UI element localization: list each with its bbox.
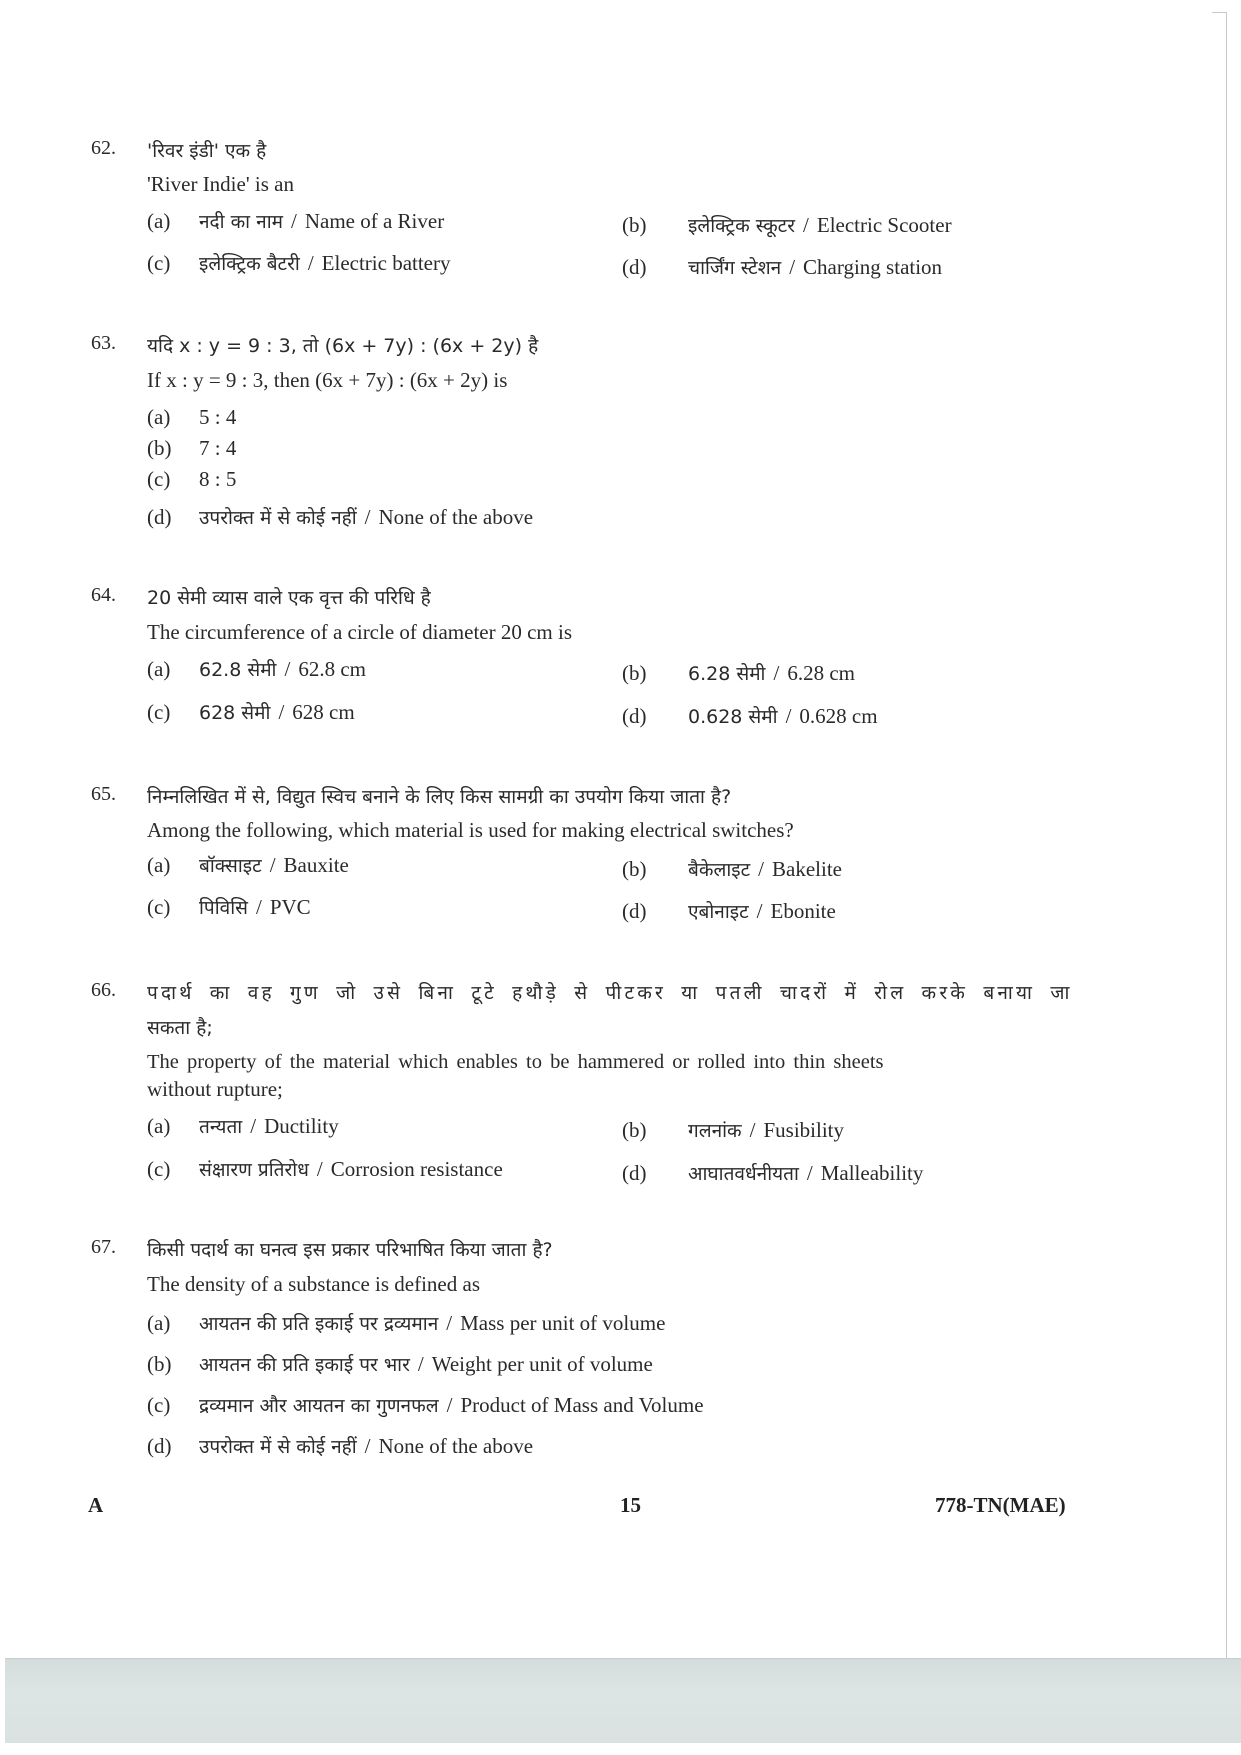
option-a[interactable] [147,656,366,682]
option-label: (c) [147,1157,171,1181]
option-text-hindi: 0.628 सेमी [688,706,778,728]
question-text-english: Among the following, which material is used for making electrical switches? [147,818,794,842]
option-label: (b) [622,857,647,881]
question-text-hindi-line1: पदार्थ का वह गुण जो उसे बिना टूटे हथौड़े से पीटकर या पतली चादरों में रोल करके बनाया जा [147,982,1073,1004]
option-text-hindi: गलनांक [688,1120,742,1142]
question-text-hindi: निम्नलिखित में से, विद्युत स्विच बनाने के लिए किस सामग्री का उपयोग किया जाता है? [147,786,732,808]
option-label: (d) [147,505,172,529]
option-a[interactable] [147,852,349,878]
option-label: (c) [147,1393,171,1417]
option-c[interactable] [147,1156,503,1182]
option-text-english: Name of a River [304,209,445,233]
separator: / [316,1157,323,1181]
option-d[interactable] [147,1433,533,1459]
option-text-hindi: उपरोक्त में से कोई नहीं [199,507,357,529]
page-number: 15 [620,1493,641,1517]
option-label: (d) [622,255,647,279]
separator: / [250,1114,257,1138]
option-d[interactable] [622,254,942,280]
option-label: (a) [147,209,171,233]
separator: / [803,213,809,237]
option-text-english: 62.8 cm [298,657,366,681]
option-text-english: Bakelite [772,857,842,881]
question-number: 63. [91,332,116,354]
option-label: (a) [147,405,171,429]
separator: / [269,853,276,877]
option-c[interactable] [147,699,355,725]
option-label: (d) [622,704,647,728]
option-label: (c) [147,895,171,919]
question-number: 64. [91,584,116,606]
option-label: (b) [622,661,647,685]
separator: / [290,209,297,233]
option-text-hindi: बॉक्साइट [199,855,262,877]
option-text-hindi: बैकेलाइट [688,859,751,881]
option-text-english: Malleability [820,1161,924,1185]
question-number: 62. [91,137,116,159]
option-text-hindi: आयतन की प्रति इकाई पर द्रव्यमान [199,1313,439,1335]
question-number: 67. [91,1236,116,1258]
option-text-hindi: आघातवर्धनीयता [688,1163,799,1185]
option-label: (b) [147,436,172,460]
option-label: (a) [147,1311,171,1335]
option-label: (a) [147,853,171,877]
question-number: 66. [91,979,116,1001]
option-text-english: Product of Mass and Volume [460,1393,704,1417]
option-label: (c) [147,700,171,724]
option-text-hindi: इलेक्ट्रिक बैटरी [199,253,300,275]
separator: / [749,1118,756,1142]
option-a[interactable] [147,1113,339,1139]
question-text-english: The circumference of a circle of diameter 20 cm is [147,620,573,644]
option-text: 8 : 5 [199,467,237,491]
option-text-hindi: आयतन की प्रति इकाई पर भार [199,1354,410,1376]
separator: / [364,505,371,529]
option-text-english: None of the above [378,505,534,529]
option-text-hindi: चार्जिंग स्टेशन [688,257,782,279]
question-text-hindi-line2: सकता है; [147,1017,213,1039]
question-text-english: If x : y = 9 : 3, then (6x + 7y) : (6x + 2y) is [147,368,508,392]
question-text-english-line2: without rupture; [147,1077,283,1101]
option-text-english: 0.628 cm [799,704,878,728]
option-text-english: Ductility [264,1114,339,1138]
separator: / [307,251,314,275]
question-text-english: 'River Indie' is an [147,172,294,196]
option-text-english: Electric battery [321,251,451,275]
option-text-hindi: नदी का नाम [199,211,283,233]
option-c[interactable] [147,250,451,276]
scanner-background-strip [5,1658,1241,1743]
page-edge [1226,12,1227,1664]
option-text-english: Corrosion resistance [330,1157,503,1181]
option-b[interactable] [622,212,952,238]
option-label: (d) [622,1161,647,1185]
question-text-hindi: यदि x : y = 9 : 3, तो (6x + 7y) : (6x + 2y) है [147,335,539,357]
option-a[interactable] [147,208,444,234]
option-text-hindi: 628 सेमी [199,702,271,724]
separator: / [756,899,763,923]
option-text-english: Electric Scooter [816,213,952,237]
option-a[interactable] [147,1310,665,1336]
option-label: (c) [147,251,171,275]
option-b[interactable] [147,436,236,461]
option-text-hindi: तन्यता [199,1116,243,1138]
option-text-hindi: संक्षारण प्रतिरोध [199,1159,309,1181]
option-text-english: 628 cm [292,700,355,724]
option-text-english: Mass per unit of volume [460,1311,666,1335]
option-text-hindi: 6.28 सेमी [688,663,766,685]
option-text-hindi: उपरोक्त में से कोई नहीं [199,1436,357,1458]
separator: / [758,857,764,881]
option-label: (b) [147,1352,172,1376]
option-label: (a) [147,1114,171,1138]
option-label: (a) [147,657,171,681]
question-text-hindi: 20 सेमी व्यास वाले एक वृत्त की परिधि है [147,587,431,609]
separator: / [417,1352,424,1376]
option-b[interactable] [622,660,855,686]
option-label: (d) [622,899,647,923]
separator: / [806,1161,813,1185]
option-text-english: PVC [269,895,311,919]
set-code: A [88,1493,104,1517]
separator: / [789,255,796,279]
option-d[interactable] [622,898,836,924]
option-text-english: None of the above [378,1434,534,1458]
option-text-english: Charging station [803,255,943,279]
option-text-english: 6.28 cm [787,661,855,685]
paper-code: 778-TN(MAE) [935,1493,1066,1517]
option-text-hindi: पिविसि [199,897,248,919]
option-text-english: Bauxite [283,853,349,877]
option-text-english: Ebonite [770,899,836,923]
separator: / [364,1434,371,1458]
question-text-english: The density of a substance is defined as [147,1272,480,1296]
option-c[interactable] [147,467,236,492]
option-text-english: Weight per unit of volume [431,1352,653,1376]
option-text-hindi: 62.8 सेमी [199,659,277,681]
option-label: (d) [147,1434,172,1458]
question-text-hindi: किसी पदार्थ का घनत्व इस प्रकार परिभाषित किया जाता है? [147,1239,553,1261]
option-b[interactable] [622,1117,844,1143]
option-label: (b) [622,1118,647,1142]
option-b[interactable] [147,1351,653,1377]
separator: / [785,704,792,728]
separator: / [446,1393,453,1417]
option-text-hindi: इलेक्ट्रिक स्कूटर [688,215,796,237]
separator: / [446,1311,453,1335]
option-c[interactable] [147,894,311,920]
separator: / [773,661,780,685]
option-a[interactable] [147,405,236,430]
separator: / [255,895,262,919]
option-text-english: Fusibility [763,1118,845,1142]
question-text-english-line1: The property of the material which enables to be hammered or rolled into thin sheets [147,1051,884,1073]
option-d[interactable] [147,504,533,530]
option-text: 7 : 4 [199,436,237,460]
option-text: 5 : 4 [199,405,237,429]
option-text-hindi: द्रव्यमान और आयतन का गुणनफल [199,1395,439,1417]
separator: / [278,700,285,724]
option-c[interactable] [147,1392,704,1418]
option-d[interactable] [622,1160,923,1186]
page-edge-top [1212,12,1227,13]
option-label: (b) [622,213,647,237]
option-d[interactable] [622,703,878,729]
question-text-hindi: 'रिवर इंडी' एक है [147,140,267,162]
separator: / [284,657,291,681]
option-label: (c) [147,467,171,491]
option-text-hindi: एबोनाइट [688,901,749,923]
question-number: 65. [91,783,116,805]
option-b[interactable] [622,856,842,882]
